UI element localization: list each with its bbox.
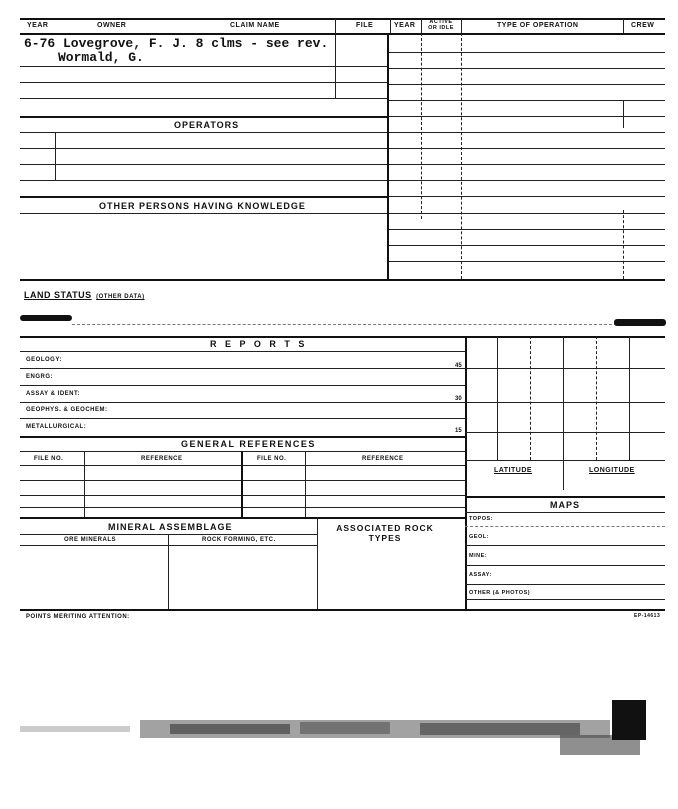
- header-bottom-rule: [20, 33, 665, 35]
- grid-line: [465, 402, 665, 403]
- land-status-label: LAND STATUS: [24, 290, 92, 300]
- upper-section-divider: [387, 33, 389, 279]
- redaction-mark-right: [614, 319, 666, 326]
- right-row-rule: [389, 68, 665, 69]
- report-geology: GEOLOGY:: [26, 357, 62, 363]
- grid-line: [563, 336, 564, 490]
- gen-ref-col-divider: [241, 451, 243, 517]
- col-owner: OWNER: [97, 22, 127, 29]
- report-metallurgical: METALLURGICAL:: [26, 424, 87, 430]
- grid-line: [465, 432, 665, 433]
- operators-heading: OPERATORS: [174, 120, 240, 130]
- other-persons-top-rule: [20, 196, 387, 198]
- longitude-label: LONGITUDE: [589, 467, 635, 474]
- grid-line: [497, 336, 498, 460]
- hdr-divider: [390, 18, 391, 33]
- right-row-rule: [389, 84, 665, 85]
- gen-ref-col-divider: [84, 451, 85, 517]
- scale-15: 15: [455, 428, 462, 434]
- land-status-sublabel: (OTHER DATA): [96, 294, 145, 300]
- maps-mine: MINE:: [469, 553, 488, 559]
- hdr-divider: [461, 18, 462, 33]
- reports-rule: [20, 418, 465, 419]
- gen-ref-col-divider: [305, 451, 306, 517]
- col-claim-name: CLAIM NAME: [230, 22, 280, 29]
- grid-line: [530, 336, 531, 460]
- maps-rule: [465, 526, 665, 527]
- latitude-label: LATITUDE: [494, 467, 533, 474]
- grid-line: [629, 336, 630, 460]
- right-row-rule: [389, 52, 665, 53]
- maps-rule: [465, 512, 665, 513]
- upper-section-bottom-rule: [20, 279, 665, 281]
- hdr-divider: [335, 18, 336, 33]
- right-col-divider: [421, 33, 422, 219]
- gen-ref-col-reference-2: REFERENCE: [362, 456, 404, 462]
- col-crew: CREW: [631, 22, 655, 29]
- points-meriting-attention: POINTS MERITING ATTENTION:: [26, 614, 130, 620]
- reports-rule: [20, 385, 465, 386]
- owner-row-rule: [20, 98, 387, 99]
- col-active-idle: ACTIVE OR IDLE: [428, 19, 454, 31]
- scan-artifact: [0, 690, 678, 770]
- gen-ref-col-file-no-2: FILE NO.: [257, 456, 287, 462]
- col-ore-minerals: ORE MINERALS: [64, 537, 117, 543]
- mineral-col-divider: [168, 534, 169, 609]
- form-number: EP-14613: [634, 613, 661, 619]
- gen-ref-col-reference: REFERENCE: [141, 456, 183, 462]
- right-row-rule: [389, 196, 665, 197]
- maps-rule: [465, 545, 665, 546]
- operators-rule: [20, 132, 387, 133]
- col-year: YEAR: [27, 22, 49, 29]
- operators-rule: [20, 148, 387, 149]
- col-rock-forming: ROCK FORMING, ETC.: [202, 537, 276, 543]
- owner-row-rule: [20, 66, 387, 67]
- scale-30: 30: [455, 396, 462, 402]
- gen-ref-top-rule: [20, 436, 465, 438]
- reports-rule: [20, 351, 465, 352]
- right-row-rule: [389, 164, 665, 165]
- grid-line: [465, 460, 665, 461]
- reports-rule: [20, 402, 465, 403]
- maps-rule: [465, 584, 665, 585]
- crew-col-divider: [623, 210, 624, 279]
- reports-right-divider: [465, 336, 467, 609]
- reports-top-rule: [20, 336, 665, 338]
- header-top-rule: [20, 18, 665, 20]
- mineral-top-rule: [20, 517, 465, 519]
- col-year-2: YEAR: [394, 22, 416, 29]
- reports-rule: [20, 368, 465, 369]
- right-row-rule: [389, 148, 665, 149]
- maps-assay: ASSAY:: [469, 572, 492, 578]
- maps-topos: TOPOS:: [469, 516, 493, 522]
- right-row-rule: [389, 132, 665, 133]
- other-persons-heading: OTHER PERSONS HAVING KNOWLEDGE: [99, 201, 306, 211]
- land-status-heading: [24, 285, 145, 303]
- associated-rock-types-heading: ASSOCIATED ROCK TYPES: [336, 523, 434, 543]
- right-col-divider: [461, 33, 462, 279]
- report-engrg: ENGRG:: [26, 374, 53, 380]
- report-assay: ASSAY & IDENT:: [26, 391, 81, 397]
- mineral-assemblage-heading: MINERAL ASSEMBLAGE: [108, 522, 233, 532]
- right-row-rule: [389, 180, 665, 181]
- maps-top-rule: [465, 496, 665, 498]
- rock-types-divider: [317, 517, 318, 609]
- grid-line: [465, 368, 665, 369]
- hdr-divider: [421, 18, 422, 33]
- hdr-divider: [623, 18, 624, 33]
- maps-geol: GEOL:: [469, 534, 489, 540]
- gen-ref-heading: GENERAL REFERENCES: [181, 439, 316, 449]
- operators-rule: [20, 164, 387, 165]
- reports-heading: R E P O R T S: [210, 339, 308, 349]
- owner-entry-line-2: Wormald, G.: [58, 50, 144, 65]
- maps-heading: MAPS: [550, 500, 581, 510]
- file-col-divider: [335, 33, 336, 98]
- operators-rule: [20, 180, 387, 181]
- maps-rule: [465, 565, 665, 566]
- maps-other: OTHER (& PHOTOS): [469, 590, 531, 596]
- report-geophys: GEOPHYS. & GEOCHEM:: [26, 407, 108, 413]
- maps-rule: [465, 599, 665, 600]
- land-status-rule: [72, 324, 617, 325]
- operators-col-divider: [55, 132, 56, 180]
- operators-top-rule: [20, 116, 387, 118]
- col-file: FILE: [356, 22, 374, 29]
- gen-ref-col-file-no: FILE NO.: [34, 456, 64, 462]
- grid-line: [596, 336, 597, 460]
- crew-col-divider: [623, 100, 624, 128]
- redaction-mark-left: [20, 315, 72, 321]
- scale-45: 45: [455, 363, 462, 369]
- col-type-of-operation: TYPE OF OPERATION: [497, 22, 579, 29]
- points-top-rule: [20, 609, 665, 611]
- other-persons-rule: [20, 213, 387, 214]
- owner-entry-line-1: 6-76 Lovegrove, F. J. 8 clms - see rev.: [24, 36, 329, 51]
- owner-row-rule: [20, 82, 387, 83]
